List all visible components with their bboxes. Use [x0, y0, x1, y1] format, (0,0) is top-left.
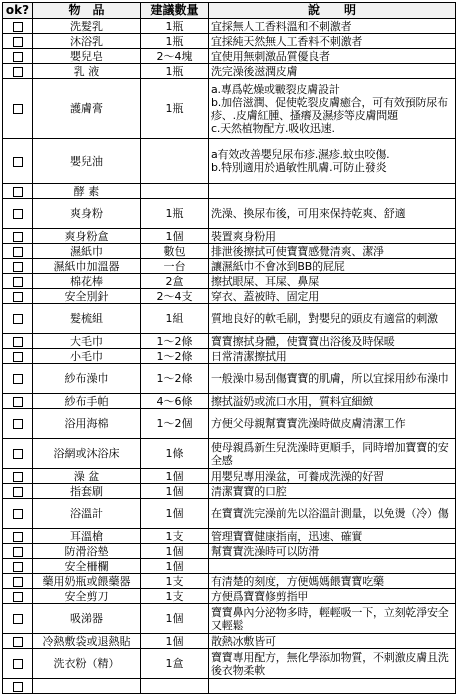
checkbox[interactable]	[13, 52, 23, 62]
checkbox[interactable]	[13, 562, 23, 572]
item-cell: 乳 液	[33, 64, 141, 79]
quantity-cell: 1瓶	[141, 19, 209, 34]
quantity-cell: 1個	[141, 499, 209, 529]
quantity-cell	[141, 184, 209, 199]
ok-cell	[3, 439, 33, 469]
table-row	[3, 229, 456, 244]
description-cell: 裝置爽身粉用	[209, 229, 456, 244]
table-row	[3, 409, 456, 439]
quantity-cell: 1～2條	[141, 364, 209, 394]
table-row	[3, 439, 456, 469]
item-cell: 指套刷	[33, 484, 141, 499]
checkbox[interactable]	[13, 314, 23, 324]
description-cell: 宜採無人工香料溫和不刺激者	[209, 19, 456, 34]
description-cell: 方便父母親幫寶寶洗澡時做皮膚清潔工作	[209, 409, 456, 439]
ok-cell	[3, 19, 33, 34]
description-cell: 洗完澡後滋潤皮膚	[209, 64, 456, 79]
checkbox[interactable]	[13, 262, 23, 272]
quantity-cell: 1個	[141, 544, 209, 559]
quantity-cell	[141, 139, 209, 184]
quantity-cell	[141, 679, 209, 694]
table-row	[3, 559, 456, 574]
item-cell: 爽身粉	[33, 199, 141, 229]
table-row	[3, 139, 456, 184]
description-cell: 擦拭溢奶或流口水用，質料宜細緻	[209, 394, 456, 409]
checkbox[interactable]	[13, 659, 23, 669]
table-row	[3, 244, 456, 259]
description-cell: 管理寶寶健康指南，迅速、確實	[209, 529, 456, 544]
quantity-cell: 數包	[141, 244, 209, 259]
checkbox[interactable]	[13, 277, 23, 287]
ok-cell	[3, 64, 33, 79]
quantity-cell: 2盒	[141, 274, 209, 289]
checkbox[interactable]	[13, 397, 23, 407]
item-cell: 冷熱敷袋或退熱貼	[33, 634, 141, 649]
quantity-cell: 2～4塊	[141, 49, 209, 64]
ok-cell	[3, 334, 33, 349]
item-cell: 浴溫計	[33, 499, 141, 529]
description-cell: 讓濕紙巾不會冰到BB的屁屁	[209, 259, 456, 274]
checkbox[interactable]	[13, 22, 23, 32]
table-row	[3, 499, 456, 529]
ok-cell	[3, 199, 33, 229]
quantity-cell: 1～2條	[141, 334, 209, 349]
header-row	[3, 3, 456, 19]
table-row	[3, 649, 456, 679]
table-row	[3, 679, 456, 694]
quantity-cell: 1支	[141, 574, 209, 589]
table-row	[3, 469, 456, 484]
item-cell: 嬰兒油	[33, 139, 141, 184]
table-row	[3, 484, 456, 499]
header-ok: ok?	[3, 3, 33, 19]
item-cell: 澡 盆	[33, 469, 141, 484]
checkbox[interactable]	[13, 247, 23, 257]
ok-cell	[3, 49, 33, 64]
item-cell: 藥用奶瓶或餵藥器	[33, 574, 141, 589]
checkbox[interactable]	[13, 682, 23, 692]
description-cell: 擦拭眼屎、耳屎、鼻屎	[209, 274, 456, 289]
description-cell	[209, 184, 456, 199]
ok-cell	[3, 649, 33, 679]
description-cell: 寶寶擦拭身體，使寶寶出浴後及時保暖	[209, 334, 456, 349]
ok-cell	[3, 484, 33, 499]
quantity-cell: 1支	[141, 529, 209, 544]
checkbox[interactable]	[13, 352, 23, 362]
item-cell: 護膚膏	[33, 79, 141, 139]
description-cell: 洗澡、換尿布後，可用來保持乾爽、舒適	[209, 199, 456, 229]
ok-cell	[3, 364, 33, 394]
checkbox[interactable]	[13, 614, 23, 624]
item-cell: 小毛巾	[33, 349, 141, 364]
table-row	[3, 19, 456, 34]
item-cell: 浴用海棉	[33, 409, 141, 439]
quantity-cell: 1條	[141, 439, 209, 469]
table-row	[3, 289, 456, 304]
description-cell: 一般澡巾易刮傷寶寶的肌膚，所以宜採用紗布澡巾	[209, 364, 456, 394]
checkbox[interactable]	[13, 209, 23, 219]
ok-cell	[3, 274, 33, 289]
checkbox[interactable]	[13, 547, 23, 557]
description-cell: 宜使用無刺激品質優良者	[209, 49, 456, 64]
quantity-cell: 1個	[141, 469, 209, 484]
ok-cell	[3, 559, 33, 574]
ok-cell	[3, 184, 33, 199]
ok-cell	[3, 499, 33, 529]
checkbox[interactable]	[13, 337, 23, 347]
description-cell: 用嬰兒專用澡盆，可養成洗澡的好習	[209, 469, 456, 484]
quantity-cell: 1個	[141, 634, 209, 649]
header-desc: 說 明	[209, 3, 456, 19]
table-body	[3, 19, 456, 694]
item-cell: 耳溫槍	[33, 529, 141, 544]
table-row	[3, 49, 456, 64]
quantity-cell: 1個	[141, 484, 209, 499]
ok-cell	[3, 529, 33, 544]
checkbox[interactable]	[13, 577, 23, 587]
quantity-cell: 2～4支	[141, 289, 209, 304]
quantity-cell: 一台	[141, 259, 209, 274]
table-row	[3, 394, 456, 409]
table-row	[3, 349, 456, 364]
checkbox[interactable]	[13, 292, 23, 302]
ok-cell	[3, 574, 33, 589]
table-row	[3, 34, 456, 49]
table-row	[3, 304, 456, 334]
item-cell: 洗髮乳	[33, 19, 141, 34]
description-cell: 寶寶專用配方，無化學添加物質，不刺激皮膚且洗後衣物柔軟	[209, 649, 456, 679]
quantity-cell: 1瓶	[141, 199, 209, 229]
table-row	[3, 79, 456, 139]
table-row	[3, 544, 456, 559]
table-row	[3, 274, 456, 289]
item-cell: 洗衣粉（精）	[33, 649, 141, 679]
item-cell: 嬰兒皂	[33, 49, 141, 64]
item-cell: 吸涕器	[33, 604, 141, 634]
quantity-cell: 1個	[141, 229, 209, 244]
description-cell	[209, 559, 456, 574]
quantity-cell: 1個	[141, 559, 209, 574]
item-cell: 紗布澡巾	[33, 364, 141, 394]
description-cell: 日常清潔擦拭用	[209, 349, 456, 364]
quantity-cell: 1瓶	[141, 79, 209, 139]
item-cell: 大毛巾	[33, 334, 141, 349]
item-cell: 髮梳組	[33, 304, 141, 334]
ok-cell	[3, 469, 33, 484]
checkbox[interactable]	[13, 637, 23, 647]
checkbox[interactable]	[13, 232, 23, 242]
item-cell: 安全柵欄	[33, 559, 141, 574]
quantity-cell: 1～2個	[141, 409, 209, 439]
checkbox[interactable]	[13, 157, 23, 167]
quantity-cell: 1支	[141, 589, 209, 604]
header-qty: 建議數量	[141, 3, 209, 19]
ok-cell	[3, 409, 33, 439]
ok-cell	[3, 544, 33, 559]
description-cell: 幫寶寶洗澡時可以防滑	[209, 544, 456, 559]
checkbox[interactable]	[13, 472, 23, 482]
description-cell: 有清楚的刻度，方便媽媽餵寶寶吃藥	[209, 574, 456, 589]
item-cell: 安全剪刀	[33, 589, 141, 604]
description-cell: 散熱冰敷皆可	[209, 634, 456, 649]
item-cell: 濕紙巾	[33, 244, 141, 259]
description-cell: 寶寶鼻內分泌物多時，輕輕吸一下，立刻乾淨安全又輕鬆	[209, 604, 456, 634]
quantity-cell: 1瓶	[141, 34, 209, 49]
quantity-cell: 1瓶	[141, 64, 209, 79]
checkbox[interactable]	[13, 37, 23, 47]
quantity-cell: 1個	[141, 604, 209, 634]
checkbox[interactable]	[13, 449, 23, 459]
description-cell: 穿衣、蓋被時、固定用	[209, 289, 456, 304]
ok-cell	[3, 79, 33, 139]
table-row	[3, 634, 456, 649]
checkbox[interactable]	[13, 104, 23, 114]
quantity-cell: 1～2條	[141, 349, 209, 364]
ok-cell	[3, 259, 33, 274]
item-cell: 爽身粉盒	[33, 229, 141, 244]
checkbox[interactable]	[13, 374, 23, 384]
checkbox[interactable]	[13, 419, 23, 429]
item-cell: 浴網或沐浴床	[33, 439, 141, 469]
ok-cell	[3, 349, 33, 364]
ok-cell	[3, 604, 33, 634]
item-cell: 沐浴乳	[33, 34, 141, 49]
table-row	[3, 574, 456, 589]
ok-cell	[3, 139, 33, 184]
table-row	[3, 64, 456, 79]
quantity-cell: 4～6條	[141, 394, 209, 409]
ok-cell	[3, 394, 33, 409]
ok-cell	[3, 304, 33, 334]
ok-cell	[3, 679, 33, 694]
description-cell: a有效改善嬰兒尿布疹.濕疹.蚊虫咬傷. b.特別適用於過敏性肌膚.可防止發炎	[209, 139, 456, 184]
checkbox[interactable]	[13, 187, 23, 197]
table-row	[3, 259, 456, 274]
ok-cell	[3, 244, 33, 259]
header-item: 物 品	[33, 3, 141, 19]
description-cell	[209, 679, 456, 694]
checkbox[interactable]	[13, 532, 23, 542]
description-cell: 在寶寶洗完澡前先以浴溫計測量，以免燙（冷）傷	[209, 499, 456, 529]
table-row	[3, 604, 456, 634]
item-cell	[33, 679, 141, 694]
checkbox[interactable]	[13, 67, 23, 77]
description-cell: 使母親爲新生兒洗澡時更順手，同時增加寶寶的安全感	[209, 439, 456, 469]
description-cell: 清潔寶寶的口腔	[209, 484, 456, 499]
item-cell: 棉花棒	[33, 274, 141, 289]
description-cell: 質地良好的軟毛刷，對嬰兒的頭皮有適當的刺激	[209, 304, 456, 334]
table-row	[3, 184, 456, 199]
item-cell: 防滑浴墊	[33, 544, 141, 559]
ok-cell	[3, 634, 33, 649]
quantity-cell: 1盒	[141, 649, 209, 679]
item-cell: 紗布手帕	[33, 394, 141, 409]
description-cell: 宜採純天然無人工香料不刺激者	[209, 34, 456, 49]
quantity-cell: 1組	[141, 304, 209, 334]
checkbox[interactable]	[13, 592, 23, 602]
description-cell: 排泄後擦拭可使寶寶感覺清爽、潔淨	[209, 244, 456, 259]
item-cell: 安全別針	[33, 289, 141, 304]
item-cell: 酵 素	[33, 184, 141, 199]
table-row	[3, 529, 456, 544]
ok-cell	[3, 34, 33, 49]
table-row	[3, 334, 456, 349]
checkbox[interactable]	[13, 509, 23, 519]
description-cell: 方便爲寶寶修剪指甲	[209, 589, 456, 604]
table-row	[3, 589, 456, 604]
item-cell: 濕紙巾加溫器	[33, 259, 141, 274]
table-row	[3, 364, 456, 394]
table-row	[3, 199, 456, 229]
description-cell: a.專爲乾燥或皸裂皮膚設計 b.加倍滋潤、促使乾裂皮膚癒合，可有效預防尿布疹、.皮膚紅腫、搔癢及濕疹等皮膚問題 c.天然植物配方.吸收迅速.	[209, 79, 456, 139]
ok-cell	[3, 289, 33, 304]
ok-cell	[3, 229, 33, 244]
ok-cell	[3, 589, 33, 604]
checkbox[interactable]	[13, 487, 23, 497]
baby-bath-supplies-table	[2, 2, 456, 694]
